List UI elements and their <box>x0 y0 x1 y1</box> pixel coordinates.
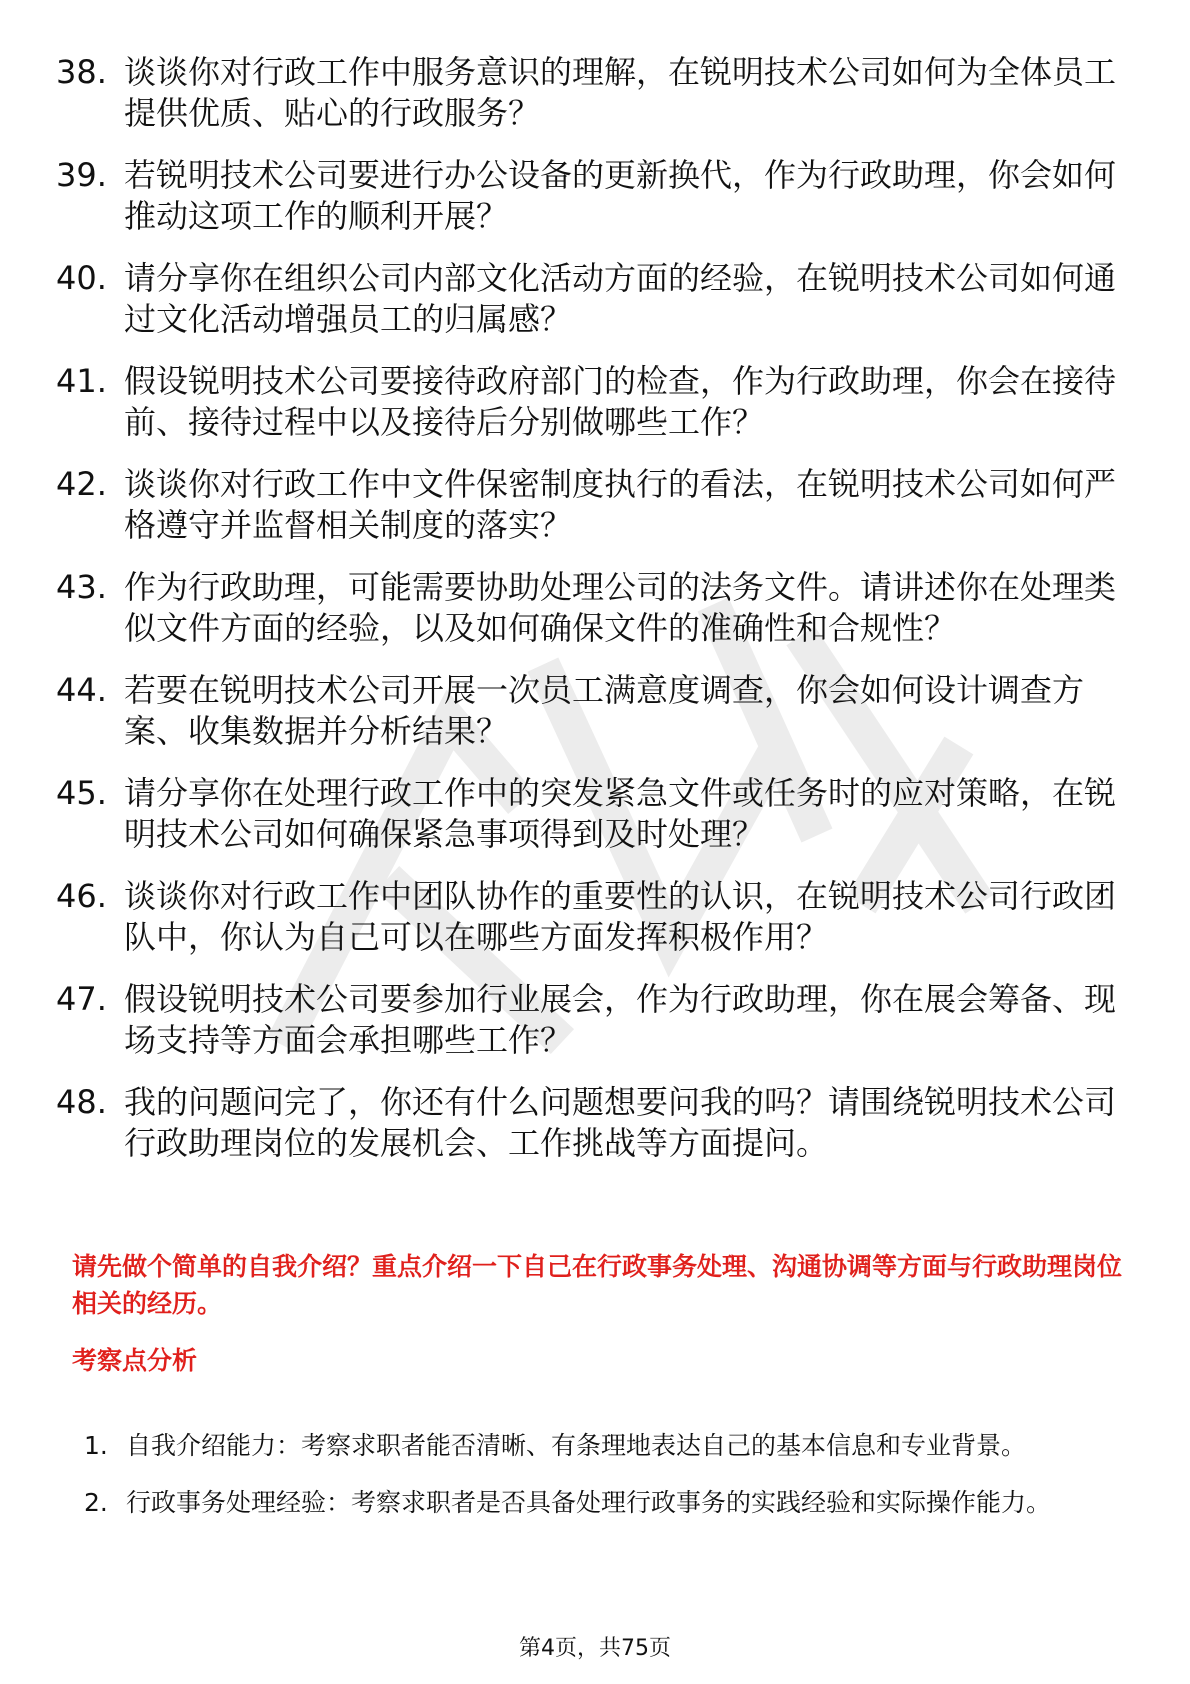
question-text: 谈谈你对行政工作中文件保密制度执行的看法，在锐明技术公司如何严格遵守并监督相关制度的落实？ <box>124 465 1117 544</box>
question-number: 47. <box>56 980 107 1018</box>
analysis-text: 自我介绍能力：考察求职者能否清晰、有条理地表达自己的基本信息和专业背景。 <box>126 1431 1027 1460</box>
question-number: 40. <box>56 259 107 297</box>
analysis-number: 1. <box>84 1431 108 1460</box>
question-number: 38. <box>56 53 107 91</box>
analysis-number: 2. <box>84 1488 108 1517</box>
analysis-text: 行政事务处理经验：考察求职者是否具备处理行政事务的实践经验和实际操作能力。 <box>126 1488 1052 1517</box>
question-item <box>56 876 1116 958</box>
question-item <box>56 361 1116 443</box>
question-text: 若要在锐明技术公司开展一次员工满意度调查，你会如何设计调查方案、收集数据并分析结果？ <box>124 671 1085 750</box>
question-text: 若锐明技术公司要进行办公设备的更新换代，作为行政助理，你会如何推动这项工作的顺利开展？ <box>124 156 1117 235</box>
question-item <box>56 52 1116 134</box>
question-text: 假设锐明技术公司要接待政府部门的检查，作为行政助理，你会在接待前、接待过程中以及接待后分别做哪些工作？ <box>124 362 1117 441</box>
question-number: 42. <box>56 465 107 503</box>
question-number: 45. <box>56 774 107 812</box>
question-item <box>56 567 1116 649</box>
question-item <box>56 258 1116 340</box>
question-list <box>56 52 1116 1185</box>
question-text: 请分享你在组织公司内部文化活动方面的经验，在锐明技术公司如何通过文化活动增强员工的归属感？ <box>124 259 1117 338</box>
question-number: 39. <box>56 156 107 194</box>
highlighted-question: 请先做个简单的自我介绍？重点介绍一下自己在行政事务处理、沟通协调等方面与行政助理岗位相关的经历。 <box>72 1252 1123 1318</box>
question-item <box>56 670 1116 752</box>
question-number: 41. <box>56 362 107 400</box>
question-text: 谈谈你对行政工作中团队协作的重要性的认识，在锐明技术公司行政团队中，你认为自己可以在哪些方面发挥积极作用？ <box>124 877 1117 956</box>
question-text: 谈谈你对行政工作中服务意识的理解，在锐明技术公司如何为全体员工提供优质、贴心的行政服务？ <box>124 53 1117 132</box>
question-text: 作为行政助理，可能需要协助处理公司的法务文件。请讲述你在处理类似文件方面的经验，以及如何确保文件的准确性和合规性？ <box>124 568 1117 647</box>
question-item <box>56 464 1116 546</box>
question-text: 假设锐明技术公司要参加行业展会，作为行政助理，你在展会筹备、现场支持等方面会承担哪些工作？ <box>124 980 1117 1059</box>
question-text: 请分享你在处理行政工作中的突发紧急文件或任务时的应对策略，在锐明技术公司如何确保紧急事项得到及时处理？ <box>124 774 1117 853</box>
question-item <box>56 1082 1116 1164</box>
question-item <box>56 979 1116 1061</box>
question-item <box>56 773 1116 855</box>
question-number: 44. <box>56 671 107 709</box>
analysis-item <box>84 1417 1124 1474</box>
analysis-list <box>84 1417 1124 1531</box>
analysis-heading: 考察点分析 <box>72 1346 198 1375</box>
question-text: 我的问题问完了，你还有什么问题想要问我的吗？请围绕锐明技术公司行政助理岗位的发展机会、工作挑战等方面提问。 <box>124 1083 1117 1162</box>
question-number: 43. <box>56 568 107 606</box>
question-number: 48. <box>56 1083 107 1121</box>
page-footer: 第4页，共75页 <box>519 1636 671 1661</box>
question-number: 46. <box>56 877 107 915</box>
question-item <box>56 155 1116 237</box>
analysis-item <box>84 1474 1124 1531</box>
